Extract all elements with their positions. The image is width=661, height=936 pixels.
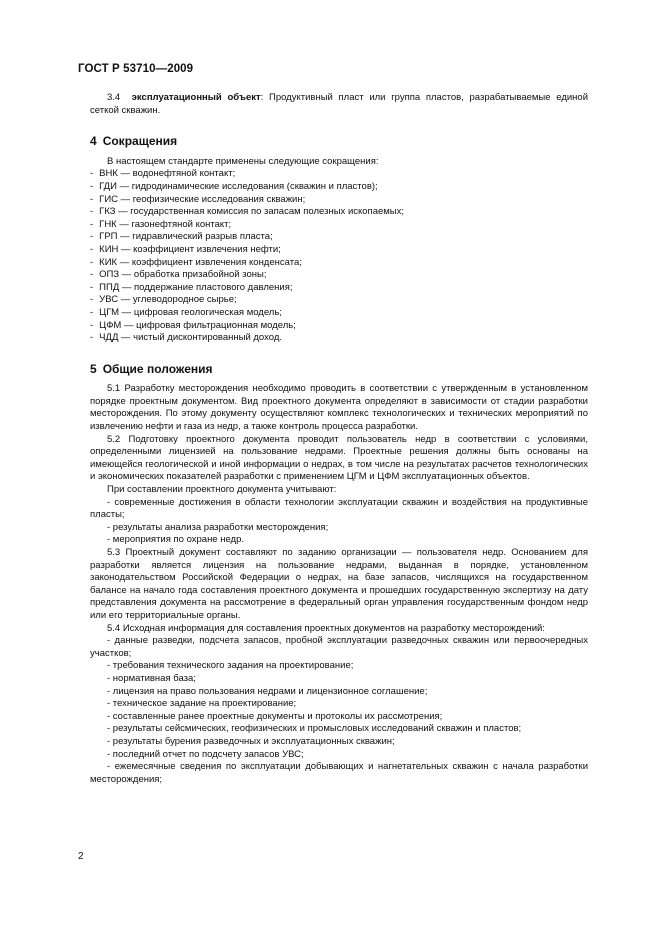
section-5-heading — [90, 363, 588, 376]
page-content — [90, 92, 588, 786]
abbreviation-item: - ЦФМ — цифровая фильтрационная модель; — [90, 319, 296, 331]
paragraph-5-2: 5.2 Подготовку проектного документа проводит пользователь недр в соответствии с условиями, определенными лицензией на пользование недрами. Проектные решения должны быть основаны на имеющейся геологической и иной информации о недрах, в том числе на результатах расчетов технологических и экономических показателей разработки с применением ЦГМ и ЦФМ эксплуатационных объектов. — [90, 433, 588, 483]
considerations-list — [90, 497, 588, 547]
abbreviation-item: - ЧДД — чистый дисконтированный доход. — [90, 332, 283, 344]
list-item: - нормативная база; — [107, 672, 196, 684]
list-item: - техническое задание на проектирование; — [107, 698, 297, 710]
list-item: - результаты сейсмических, геофизических и промысловых исследований скважин и пластов; — [107, 723, 522, 735]
page-number: 2 — [78, 851, 84, 862]
section-4-title: Сокращения — [102, 134, 178, 149]
abbreviation-item: - УВС — углеводородное сырье; — [90, 294, 237, 306]
list-item: - составленные ранее проектные документы и протоколы их рассмотрения; — [107, 710, 443, 722]
paragraph-5-2-intro: При составлении проектного документа учитывают: — [107, 484, 337, 496]
abbreviation-item: - ЦГМ — цифровая геологическая модель; — [90, 306, 282, 318]
section-4-number: 4 — [90, 134, 97, 149]
document-header: ГОСТ Р 53710—2009 — [78, 63, 194, 75]
list-item: - ежемесячные сведения по эксплуатации добывающих и нагнетательных скважин с начала разработки месторождения; — [90, 761, 588, 785]
list-item: - данные разведки, подсчета запасов, пробной эксплуатации разведочных скважин или первоочередных участков; — [90, 635, 588, 659]
abbreviation-item: - КИН — коэффициент извлечения нефти; — [90, 243, 281, 255]
abbreviation-item: - ВНК — водонефтяной контакт; — [90, 168, 236, 180]
section-5-number: 5 — [90, 361, 97, 376]
abbreviation-item: - ГИС — геофизические исследования скважин; — [90, 193, 306, 205]
abbreviation-item: - ГРП — гидравлический разрыв пласта; — [90, 231, 273, 243]
list-item: - результаты анализа разработки месторождения; — [107, 521, 329, 533]
list-item: - требования технического задания на проектирование; — [107, 660, 354, 672]
abbreviations-list — [90, 168, 588, 344]
list-item: - лицензия на право пользования недрами и лицензионное соглашение; — [107, 685, 428, 697]
abbreviation-item: - ОПЗ — обработка призабойной зоны; — [90, 269, 267, 281]
list-item: - мероприятия по охране недр. — [107, 534, 245, 546]
item-3-4 — [90, 92, 588, 117]
list-item: - результаты бурения разведочных и эксплуатационных скважин; — [107, 735, 395, 747]
item-3-4-term: эксплуатационный объект — [131, 92, 261, 103]
source-info-list — [90, 635, 588, 786]
abbreviation-item: - КИК — коэффициент извлечения конденсата; — [90, 256, 302, 268]
abbreviation-item: - ГКЗ — государственная комиссия по запасам полезных ископаемых; — [90, 206, 405, 218]
paragraph-5-3: 5.3 Проектный документ составляют по заданию организации — пользователя недр. Основанием для разработки является лицензия на пользование недрами, выданная в порядке, установленном законодательством Российской Федерации о недрах, на базе запасов, числящихся на государственном балансе на начало года составления проектного документа и прошедших государственную экспертизу на дату представления документа на рассмотрение в федеральный орган управления государственным фондом недр или его территориальные органы. — [90, 547, 588, 621]
list-item: - современные достижения в области технологии эксплуатации скважин и воздействия на продуктивные пласты; — [90, 496, 588, 521]
abbreviations-intro: В настоящем стандарте применены следующие сокращения: — [107, 155, 379, 167]
abbreviation-item: - ГНК — газонефтяной контакт; — [90, 218, 232, 230]
item-3-4-definition: : Продуктивный пласт или группа пластов, разрабатываемые единой сеткой скважин. — [90, 92, 589, 116]
abbreviation-item: - ППД — поддержание пластового давления; — [90, 281, 293, 293]
paragraph-5-1: 5.1 Разработку месторождения необходимо проводить в соответствии с утвержденным в установленном порядке проектным документом. Вид проектного документа определяют в зависимости от стадии разработки месторождения. По этому документу осуществляют комплекс технологических и технических мероприятий по извлечению нефти и газа из недр, а также контроль процесса разработки. — [90, 383, 588, 433]
item-3-4-number: 3.4 — [107, 92, 121, 103]
section-5-title: Общие положения — [102, 361, 213, 376]
section-4-heading — [90, 135, 588, 148]
paragraph-5-4: 5.4 Исходная информация для составления проектных документов на разработку месторождений: — [107, 622, 545, 634]
list-item: - последний отчет по подсчету запасов УВС; — [107, 748, 304, 760]
abbreviation-item: - ГДИ — гидродинамические исследования (скважин и пластов); — [90, 180, 378, 192]
